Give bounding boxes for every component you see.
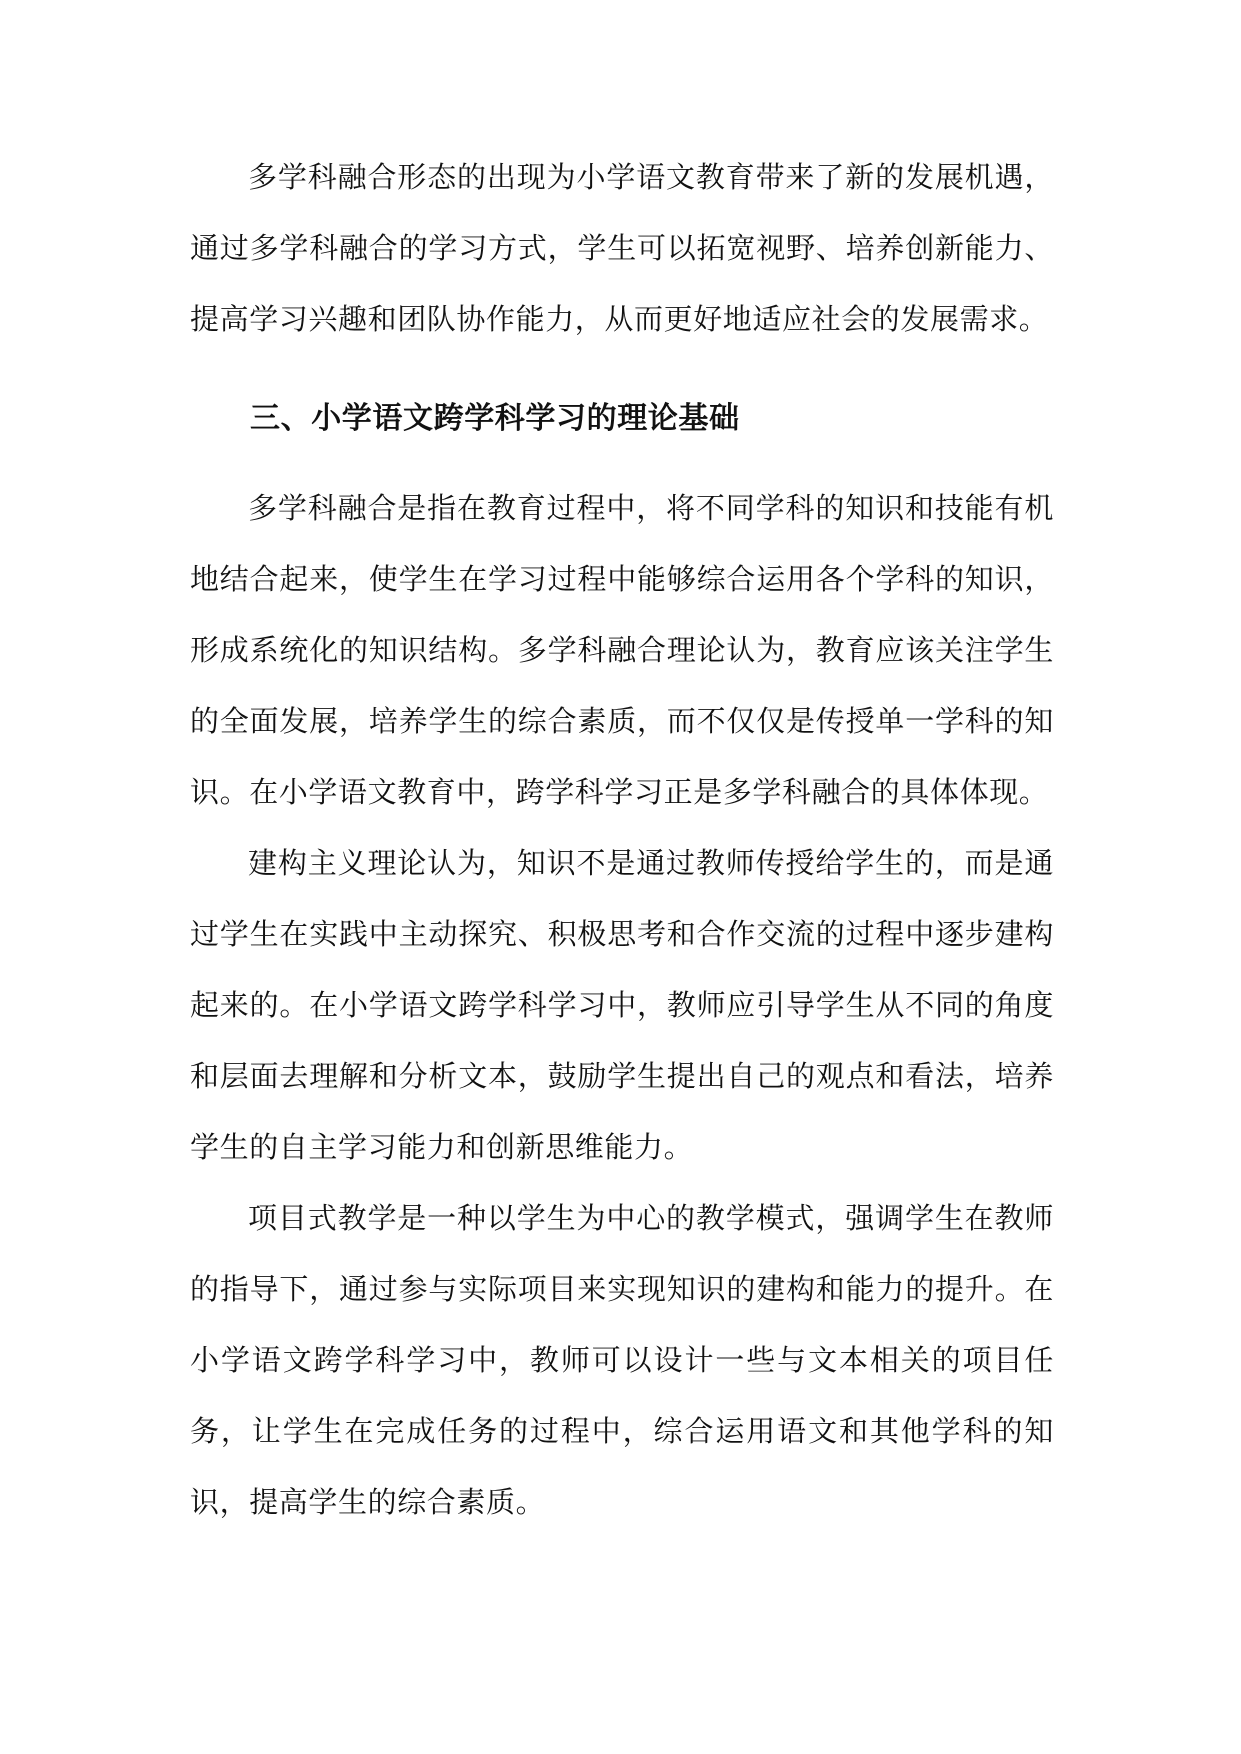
- body-paragraph-2: 建构主义理论认为，知识不是通过教师传授给学生的，而是通过学生在实践中主动探究、积极思考和合作交流的过程中逐步建构起来的。在小学语文跨学科学习中，教师应引导学生从不同的角度和层面去理解和分析文本，鼓励学生提出自己的观点和看法，培养学生的自主学习能力和创新思维能力。: [190, 846, 1054, 1164]
- document-body: [190, 142, 1054, 1538]
- body-paragraph-3: 项目式教学是一种以学生为中心的教学模式，强调学生在教师的指导下，通过参与实际项目来实现知识的建构和能力的提升。在小学语文跨学科学习中，教师可以设计一些与文本相关的项目任务，让学生在完成任务的过程中，综合运用语文和其他学科的知识，提高学生的综合素质。: [190, 1201, 1054, 1519]
- section-heading: 三、小学语文跨学科学习的理论基础: [250, 401, 740, 436]
- body-paragraph-1: 多学科融合是指在教育过程中，将不同学科的知识和技能有机地结合起来，使学生在学习过程中能够综合运用各个学科的知识，形成系统化的知识结构。多学科融合理论认为，教育应该关注学生的全面发展，培养学生的综合素质，而不仅仅是传授单一学科的知识。在小学语文教育中，跨学科学习正是多学科融合的具体体现。: [190, 491, 1054, 809]
- intro-paragraph: 多学科融合形态的出现为小学语文教育带来了新的发展机遇，通过多学科融合的学习方式，学生可以拓宽视野、培养创新能力、提高学习兴趣和团队协作能力，从而更好地适应社会的发展需求。: [190, 160, 1054, 336]
